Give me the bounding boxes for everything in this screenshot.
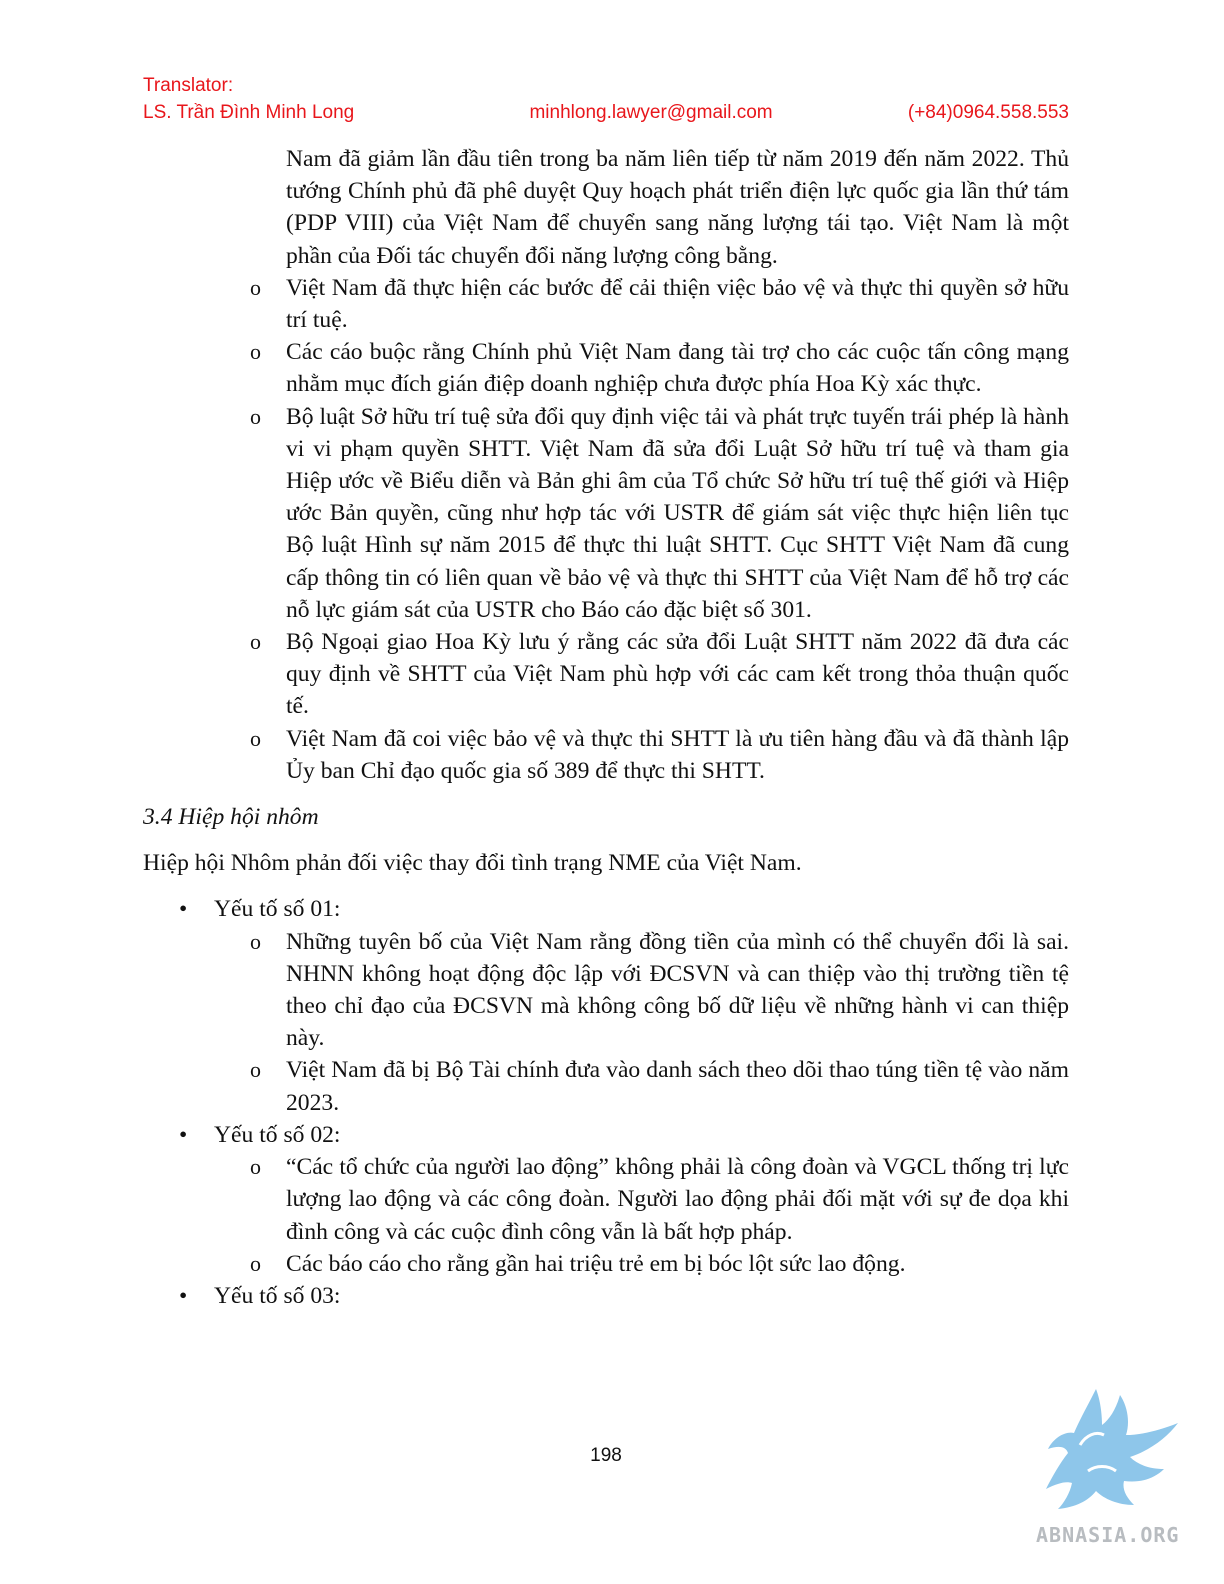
translator-email[interactable]: minhlong.lawyer@gmail.com (529, 102, 773, 123)
circle-bullet-icon: o (250, 339, 261, 365)
factor-label: Yếu tố số 02: (214, 1121, 341, 1148)
translator-label: Translator: (143, 75, 234, 96)
list-item (143, 272, 1069, 336)
factor-bullet (143, 1119, 1069, 1151)
list-item-text: Việt Nam đã coi việc bảo vệ và thực thi SHTT là ưu tiên hàng đầu và đã thành lập Ủy ban Chỉ đạo quốc gia số 389 để thực thi SHTT. (286, 725, 1069, 784)
translator-name: LS. Trần Đình Minh Long (143, 102, 355, 123)
factor-bullet (143, 1280, 1069, 1312)
document-body (143, 143, 1069, 1312)
circle-bullet-icon: o (250, 629, 261, 655)
list-item (143, 401, 1069, 626)
list-item (143, 1054, 1069, 1118)
list-item-text: Việt Nam đã bị Bộ Tài chính đưa vào danh sách theo dõi thao túng tiền tệ vào năm 2023. (286, 1057, 1069, 1116)
factor-list (143, 893, 1069, 1312)
translator-contact-row (143, 99, 1069, 126)
section-paragraph: Hiệp hội Nhôm phản đối việc thay đổi tình trạng NME của Việt Nam. (143, 850, 802, 877)
circle-bullet-icon: o (250, 1057, 261, 1083)
list-item-text: Những tuyên bố của Việt Nam rằng đồng tiền của mình có thể chuyển đổi là sai. NHNN không hoạt động độc lập với ĐCSVN và can thiệp vào thị trường tiền tệ theo chỉ đạo của ĐCSVN mà không công bố dữ liệu về những hành vi can thiệp này. (286, 928, 1069, 1052)
list-item (143, 1151, 1069, 1248)
list-item-text: Nam đã giảm lần đầu tiên trong ba năm liên tiếp từ năm 2019 đến năm 2022. Thủ tướng Chính phủ đã phê duyệt Quy hoạch phát triển điện lực quốc gia lần thứ tám (PDP VIII) của Việt Nam để chuyển sang năng lượng tái tạo. Việt Nam là một phần của Đối tác chuyển đổi năng lượng công bằng. (286, 146, 1069, 269)
page-header (143, 72, 1069, 126)
section-heading: 3.4 Hiệp hội nhôm (143, 804, 319, 831)
list-item-text: “Các tổ chức của người lao động” không phải là công đoàn và VGCL thống trị lực lượng lao động và các công đoàn. Người lao động phải đối mặt với sự đe dọa khi đình công và các cuộc đình công vẫn là bất hợp pháp. (286, 1154, 1069, 1245)
list-item (143, 626, 1069, 723)
translator-phone[interactable]: (+84)0964.558.553 (907, 102, 1069, 123)
bullet-dot-icon: • (179, 896, 188, 923)
factor-bullet (143, 893, 1069, 925)
factor-label: Yếu tố số 03: (214, 1282, 341, 1309)
list-item-text: Các cáo buộc rằng Chính phủ Việt Nam đang tài trợ cho các cuộc tấn công mạng nhằm mục đích gián điệp doanh nghiệp chưa được phía Hoa Kỳ xác thực. (286, 339, 1069, 398)
circle-bullet-icon: o (250, 1154, 261, 1180)
circle-bullet-icon: o (250, 403, 261, 429)
circle-bullet-icon: o (250, 928, 261, 954)
abnasia-griffin-logo-icon (1030, 1385, 1190, 1515)
list-item-text: Bộ luật Sở hữu trí tuệ sửa đổi quy định việc tải và phát trực tuyến trái phép là hành vi vi phạm quyền SHTT. Việt Nam đã sửa đổi Luật Sở hữu trí tuệ và tham gia Hiệp ước về Biểu diễn và Bản ghi âm của Tổ chức Sở hữu trí tuệ thế giới và Hiệp ước Bản quyền, cũng như hợp tác với USTR để giám sát việc thực hiện liên tục Bộ luật Hình sự năm 2015 để thực thi luật SHTT. Cục SHTT Việt Nam đã cung cấp thông tin có liên quan về bảo vệ và thực thi SHTT của Việt Nam để hỗ trợ các nỗ lực giám sát của USTR cho Báo cáo đặc biệt số 301. (286, 403, 1069, 623)
list-item-text: Bộ Ngoại giao Hoa Kỳ lưu ý rằng các sửa đổi Luật SHTT năm 2022 đã đưa các quy định về SHTT của Việt Nam phù hợp với các cam kết trong thỏa thuận quốc tế. (286, 629, 1069, 720)
bullet-dot-icon: • (179, 1121, 188, 1148)
list-item (143, 926, 1069, 1055)
circle-bullet-icon: o (250, 725, 261, 751)
factor-label: Yếu tố số 01: (214, 896, 341, 923)
circle-bullet-icon: o (250, 1250, 261, 1276)
watermark-text: ABNASIA.ORG (1036, 1523, 1180, 1547)
page-number: 198 (590, 1445, 622, 1466)
circle-bullet-icon: o (250, 274, 261, 300)
list-item-text: Các báo cáo cho rằng gần hai triệu trẻ em bị bóc lột sức lao động. (286, 1250, 906, 1277)
list-item-continuation (143, 143, 1069, 272)
list-item-text: Việt Nam đã thực hiện các bước để cải thiện việc bảo vệ và thực thi quyền sở hữu trí tuệ. (286, 274, 1069, 334)
list-item (143, 723, 1069, 787)
bullet-dot-icon: • (179, 1282, 188, 1309)
list-item (143, 336, 1069, 400)
list-item (143, 1248, 1069, 1280)
